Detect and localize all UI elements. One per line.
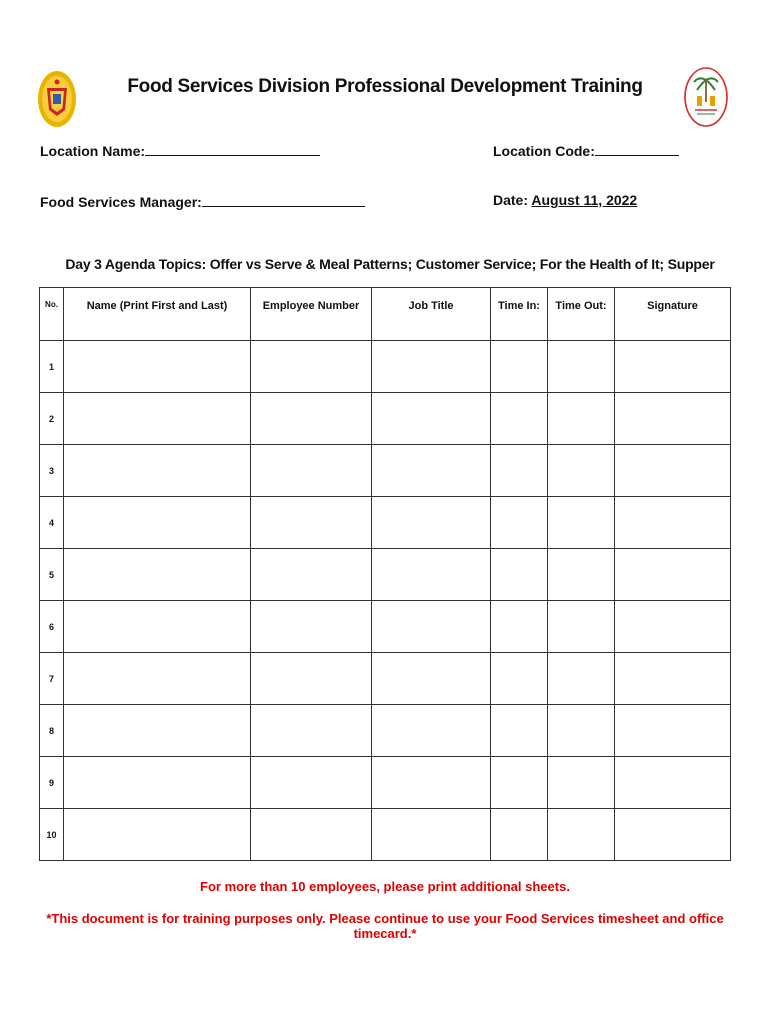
header-time-out: Time Out: [548, 288, 615, 341]
job-title-cell[interactable] [372, 705, 491, 757]
additional-sheets-note: For more than 10 employees, please print additional sheets. [200, 879, 570, 894]
time-out-cell[interactable] [548, 497, 615, 549]
row-number: 3 [40, 445, 64, 497]
row-number: 5 [40, 549, 64, 601]
date-label: Date: [493, 192, 529, 208]
time-out-cell[interactable] [548, 705, 615, 757]
signature-cell[interactable] [615, 705, 731, 757]
signature-cell[interactable] [615, 809, 731, 861]
row-number: 10 [40, 809, 64, 861]
table-row [40, 341, 731, 393]
employee-number-cell[interactable] [251, 601, 372, 653]
table-row [40, 653, 731, 705]
name-cell[interactable] [64, 601, 251, 653]
job-title-cell[interactable] [372, 549, 491, 601]
location-name-label: Location Name: [40, 143, 146, 159]
signature-cell[interactable] [615, 549, 731, 601]
row-number: 2 [40, 393, 64, 445]
row-number: 9 [40, 757, 64, 809]
food-services-palm-logo-icon [683, 66, 729, 128]
location-name-blank[interactable] [145, 141, 320, 156]
name-cell[interactable] [64, 445, 251, 497]
table-row [40, 549, 731, 601]
employee-number-cell[interactable] [251, 549, 372, 601]
page-title: Food Services Division Professional Development Training [127, 76, 643, 97]
name-cell[interactable] [64, 393, 251, 445]
name-cell[interactable] [64, 653, 251, 705]
time-out-cell[interactable] [548, 341, 615, 393]
location-name-field[interactable] [40, 141, 320, 159]
name-cell[interactable] [64, 809, 251, 861]
table-row [40, 601, 731, 653]
row-number: 7 [40, 653, 64, 705]
header-signature: Signature [615, 288, 731, 341]
employee-number-cell[interactable] [251, 809, 372, 861]
name-cell[interactable] [64, 549, 251, 601]
table-header-row [40, 288, 731, 341]
header-no: No. [40, 288, 64, 341]
location-code-blank[interactable] [595, 141, 679, 156]
time-out-cell[interactable] [548, 601, 615, 653]
time-in-cell[interactable] [491, 445, 548, 497]
location-code-field[interactable] [493, 141, 679, 159]
time-out-cell[interactable] [548, 549, 615, 601]
time-in-cell[interactable] [491, 393, 548, 445]
row-number: 4 [40, 497, 64, 549]
employee-number-cell[interactable] [251, 653, 372, 705]
signature-cell[interactable] [615, 497, 731, 549]
date-field [493, 192, 637, 208]
job-title-cell[interactable] [372, 341, 491, 393]
time-out-cell[interactable] [548, 393, 615, 445]
manager-field[interactable] [40, 192, 365, 210]
employee-number-cell[interactable] [251, 393, 372, 445]
row-number: 8 [40, 705, 64, 757]
table-row [40, 705, 731, 757]
table-row [40, 445, 731, 497]
header-name: Name (Print First and Last) [64, 288, 251, 341]
header-time-in: Time In: [491, 288, 548, 341]
time-out-cell[interactable] [548, 809, 615, 861]
header-job-title: Job Title [372, 288, 491, 341]
time-out-cell[interactable] [548, 653, 615, 705]
time-in-cell[interactable] [491, 601, 548, 653]
signature-cell[interactable] [615, 757, 731, 809]
job-title-cell[interactable] [372, 757, 491, 809]
table-row [40, 497, 731, 549]
employee-number-cell[interactable] [251, 757, 372, 809]
row-number: 6 [40, 601, 64, 653]
location-code-label: Location Code: [493, 143, 595, 159]
time-in-cell[interactable] [491, 809, 548, 861]
signature-cell[interactable] [615, 445, 731, 497]
job-title-cell[interactable] [372, 653, 491, 705]
time-in-cell[interactable] [491, 757, 548, 809]
name-cell[interactable] [64, 341, 251, 393]
signature-cell[interactable] [615, 393, 731, 445]
signature-cell[interactable] [615, 653, 731, 705]
signature-cell[interactable] [615, 601, 731, 653]
job-title-cell[interactable] [372, 809, 491, 861]
row-number: 1 [40, 341, 64, 393]
time-in-cell[interactable] [491, 549, 548, 601]
time-in-cell[interactable] [491, 705, 548, 757]
employee-number-cell[interactable] [251, 445, 372, 497]
district-seal-icon [37, 70, 77, 128]
sign-in-table [39, 287, 731, 861]
name-cell[interactable] [64, 497, 251, 549]
manager-blank[interactable] [202, 192, 365, 207]
table-row [40, 393, 731, 445]
agenda-topics: Day 3 Agenda Topics: Offer vs Serve & Meal Patterns; Customer Service; For the Health of It; Supper [65, 256, 715, 272]
disclaimer-note: *This document is for training purposes only. Please continue to use your Food Services timesheet and office timecard.* [46, 911, 724, 941]
table-row [40, 757, 731, 809]
employee-number-cell[interactable] [251, 341, 372, 393]
time-in-cell[interactable] [491, 341, 548, 393]
time-out-cell[interactable] [548, 445, 615, 497]
time-out-cell[interactable] [548, 757, 615, 809]
date-value: August 11, 2022 [531, 192, 638, 208]
employee-number-cell[interactable] [251, 705, 372, 757]
manager-label: Food Services Manager: [40, 194, 202, 210]
header-employee-number: Employee Number [251, 288, 372, 341]
name-cell[interactable] [64, 757, 251, 809]
time-in-cell[interactable] [491, 653, 548, 705]
job-title-cell[interactable] [372, 601, 491, 653]
job-title-cell[interactable] [372, 393, 491, 445]
signature-cell[interactable] [615, 341, 731, 393]
time-in-cell[interactable] [491, 497, 548, 549]
job-title-cell[interactable] [372, 445, 491, 497]
table-row [40, 809, 731, 861]
name-cell[interactable] [64, 705, 251, 757]
job-title-cell[interactable] [372, 497, 491, 549]
employee-number-cell[interactable] [251, 497, 372, 549]
